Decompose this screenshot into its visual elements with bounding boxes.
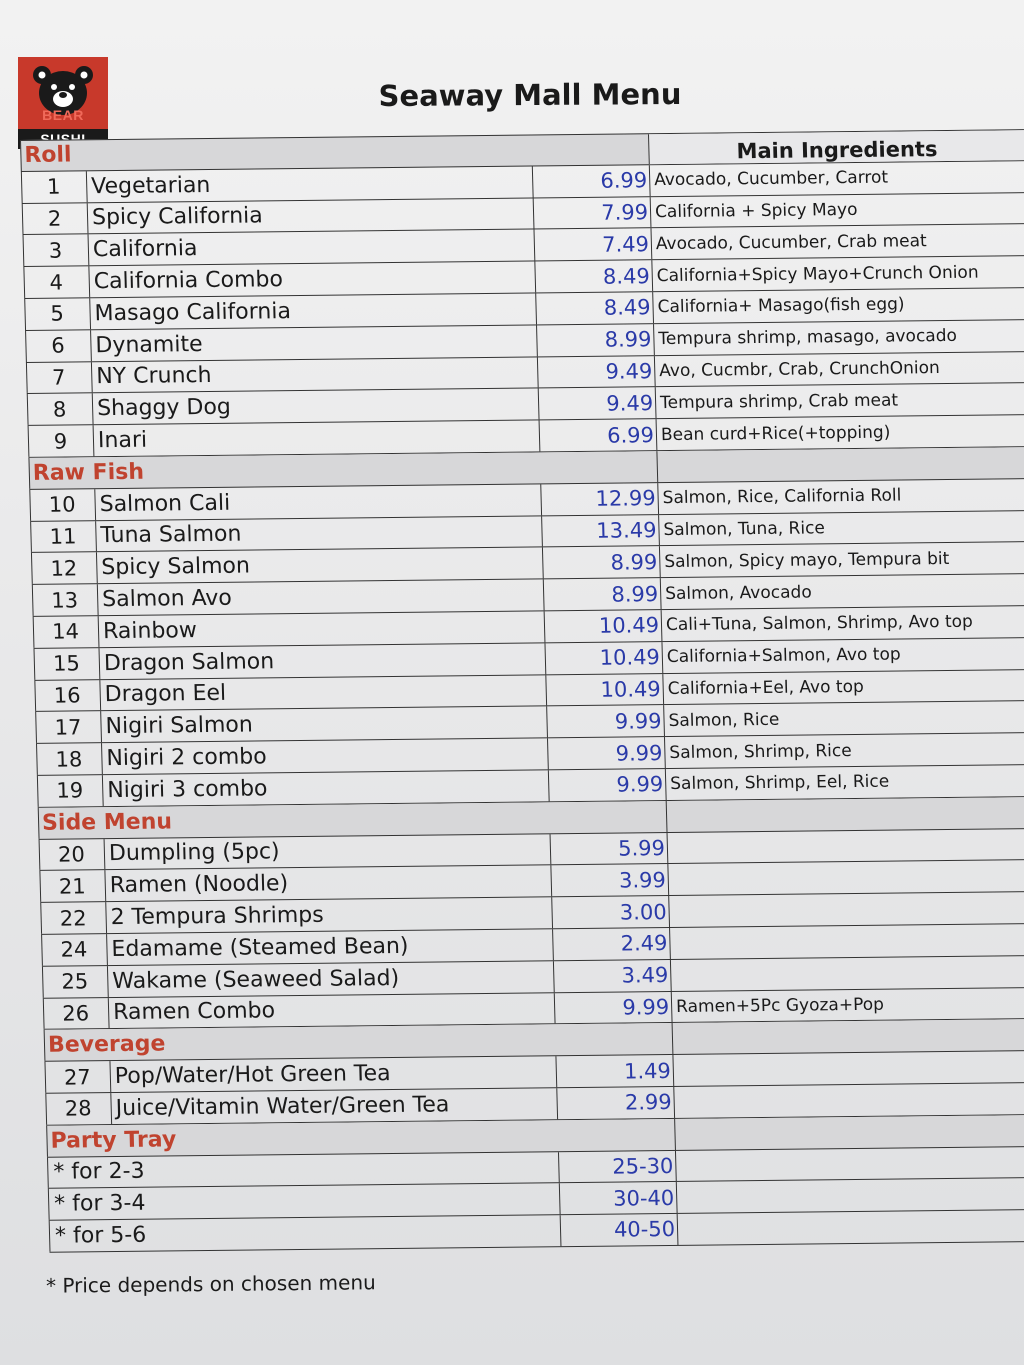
item-number: 16 — [34, 680, 101, 712]
item-name: Dynamite — [91, 325, 538, 361]
item-ingredients — [670, 956, 1024, 991]
item-name: Dragon Salmon — [99, 643, 546, 679]
item-ingredients: Salmon, Rice, California Roll — [657, 479, 1024, 514]
item-ingredients: Salmon, Avocado — [660, 574, 1024, 609]
item-name: Shaggy Dog — [93, 389, 540, 425]
item-name: NY Crunch — [92, 357, 539, 393]
item-price: 9.99 — [615, 740, 663, 766]
item-price: 8.49 — [602, 263, 651, 289]
item-ingredients: Tempura shrimp, masago, avocado — [653, 320, 1024, 355]
table-left-border — [28, 458, 30, 489]
item-ingredients: Salmon, Tuna, Rice — [658, 511, 1024, 546]
item-name: Rainbow — [99, 611, 546, 647]
item-name: Masago California — [90, 293, 537, 329]
item-price: 8.99 — [610, 549, 658, 575]
item-name: Spicy Salmon — [97, 548, 544, 584]
item-ingredients — [676, 1178, 1024, 1213]
item-price: 2.49 — [620, 931, 668, 956]
item-number: 5 — [24, 298, 91, 330]
item-price: 7.49 — [601, 231, 650, 257]
item-ingredients: California+Salmon, Avo top — [661, 638, 1024, 673]
item-number: 15 — [33, 648, 100, 680]
item-price: 12.99 — [595, 486, 656, 511]
item-ingredients: Avocado, Cucumber, Crab meat — [650, 225, 1024, 260]
item-number: 2 — [22, 203, 89, 235]
item-number: 20 — [39, 839, 106, 871]
item-ingredients: California + Spicy Mayo — [650, 193, 1024, 228]
ingredients-column-divider — [666, 801, 668, 832]
item-ingredients — [669, 924, 1024, 959]
item-price: 8.49 — [603, 295, 651, 321]
item-number: 22 — [40, 902, 107, 934]
item-price: 3.00 — [619, 899, 667, 925]
item-ingredients: Avo, Cucmbr, Crab, CrunchOnion — [654, 352, 1024, 387]
item-name: California Combo — [89, 262, 536, 298]
item-number: 13 — [32, 584, 99, 616]
item-ingredients: California+ Masago(fish egg) — [652, 288, 1024, 323]
item-name: Wakame (Seaweed Salad) — [108, 961, 555, 997]
table-left-border — [46, 1125, 48, 1156]
item-number: 12 — [31, 553, 98, 585]
item-name: * for 5-6 — [49, 1215, 562, 1251]
item-price: 10.49 — [600, 677, 662, 702]
item-name: * for 2-3 — [47, 1152, 560, 1188]
item-name: California — [89, 230, 536, 266]
section-label: Beverage — [47, 1031, 166, 1058]
item-number: 28 — [45, 1093, 112, 1125]
item-name: Dumpling (5pc) — [105, 834, 552, 870]
item-price: 9.49 — [606, 390, 654, 416]
item-number: 10 — [29, 489, 96, 521]
item-name: Nigiri 2 combo — [102, 738, 549, 774]
section-label: Raw Fish — [32, 459, 145, 486]
item-ingredients: Tempura shrimp, Crab meat — [655, 383, 1024, 418]
item-ingredients — [668, 892, 1024, 927]
table-left-border — [44, 1030, 46, 1061]
item-ingredients — [677, 1210, 1024, 1245]
item-price: 25-30 — [612, 1153, 674, 1179]
item-number: 9 — [28, 425, 95, 457]
item-number: 1 — [21, 171, 88, 203]
table-left-border — [38, 808, 40, 839]
item-ingredients: Ramen+5Pc Gyoza+Pop — [671, 987, 1024, 1022]
item-ingredients — [673, 1083, 1024, 1118]
item-name: Salmon Avo — [98, 580, 545, 616]
item-name: Salmon Cali — [95, 484, 542, 520]
item-name: Nigiri Salmon — [101, 707, 548, 743]
item-ingredients — [667, 860, 1024, 895]
section-label: Side Menu — [41, 809, 173, 836]
price-footnote: * Price depends on chosen menu — [45, 1270, 376, 1298]
page-title: Seaway Mall Menu — [378, 76, 682, 114]
item-ingredients: Cali+Tuna, Salmon, Shrimp, Avo top — [661, 606, 1024, 641]
item-price: 5.99 — [617, 835, 666, 861]
item-price: 1.49 — [623, 1058, 672, 1084]
item-price: 9.99 — [616, 772, 664, 797]
section-label: Party Tray — [50, 1126, 177, 1154]
item-number: 26 — [43, 998, 110, 1030]
item-name: 2 Tempura Shrimps — [106, 897, 553, 933]
item-ingredients — [675, 1146, 1024, 1181]
item-number: 7 — [26, 362, 93, 394]
section-label: Roll — [24, 142, 72, 169]
item-price: 30-40 — [612, 1185, 675, 1211]
item-ingredients: Bean curd+Rice(+topping) — [656, 415, 1024, 450]
logo-text-bear: BEAR — [42, 107, 84, 123]
item-number: 17 — [35, 711, 102, 743]
bear-sushi-logo — [18, 57, 108, 149]
item-name: Vegetarian — [87, 166, 534, 202]
item-price: 10.49 — [598, 613, 660, 639]
item-name: Dragon Eel — [100, 675, 547, 711]
item-number: 6 — [25, 330, 92, 362]
item-price: 6.99 — [606, 422, 655, 448]
item-name: Nigiri 3 combo — [103, 770, 550, 806]
item-price: 8.99 — [611, 581, 659, 607]
item-price: 8.99 — [604, 327, 652, 352]
item-ingredients: California+Eel, Avo top — [662, 670, 1024, 705]
menu-table — [20, 129, 1024, 1253]
item-number: 4 — [23, 266, 90, 298]
item-name: Inari — [94, 421, 541, 457]
item-number: 25 — [42, 966, 109, 998]
item-name: Spicy California — [88, 198, 535, 234]
item-name: Ramen Combo — [109, 993, 556, 1029]
item-name: Juice/Vitamin Water/Green Tea — [111, 1088, 558, 1124]
item-number: 19 — [37, 775, 104, 807]
item-ingredients: Salmon, Rice — [663, 701, 1024, 736]
item-name: Edamame (Steamed Bean) — [107, 929, 554, 965]
item-name: Tuna Salmon — [96, 516, 543, 552]
item-ingredients: California+Spicy Mayo+Crunch Onion — [651, 256, 1024, 291]
item-number: 24 — [41, 934, 108, 966]
item-price: 13.49 — [596, 518, 657, 543]
item-ingredients — [672, 1051, 1024, 1086]
item-name: Pop/Water/Hot Green Tea — [110, 1056, 557, 1092]
item-price: 3.99 — [618, 867, 667, 893]
ingredients-column-divider — [656, 451, 658, 482]
ingredients-header: Main Ingredients — [648, 130, 1024, 164]
item-ingredients: Avocado, Cucumber, Carrot — [649, 161, 1024, 196]
item-price: 9.99 — [614, 708, 662, 734]
item-number: 3 — [23, 235, 90, 267]
item-ingredients: Salmon, Shrimp, Rice — [664, 733, 1024, 768]
ingredients-column-divider — [674, 1119, 676, 1150]
item-number: 14 — [33, 616, 100, 648]
item-price: 9.99 — [622, 994, 670, 1020]
item-price: 40-50 — [613, 1217, 676, 1243]
item-number: 21 — [39, 870, 106, 902]
item-number: 27 — [44, 1061, 111, 1093]
item-price: 2.99 — [624, 1090, 672, 1115]
item-price: 7.99 — [600, 200, 649, 225]
item-price: 3.49 — [621, 963, 669, 988]
item-number: 11 — [30, 521, 97, 553]
item-price: 10.49 — [599, 645, 661, 670]
item-number: 8 — [27, 394, 94, 426]
item-ingredients: Salmon, Shrimp, Eel, Rice — [665, 765, 1024, 800]
item-price: 6.99 — [600, 168, 648, 193]
item-ingredients: Salmon, Spicy mayo, Tempura bit — [659, 542, 1024, 577]
table-left-border — [20, 141, 22, 171]
item-name: Ramen (Noodle) — [105, 866, 552, 902]
item-price: 9.49 — [605, 359, 653, 384]
item-number: 18 — [36, 743, 103, 775]
ingredients-column-divider — [672, 1023, 674, 1054]
item-ingredients — [667, 829, 1024, 864]
item-name: * for 3-4 — [48, 1184, 561, 1220]
